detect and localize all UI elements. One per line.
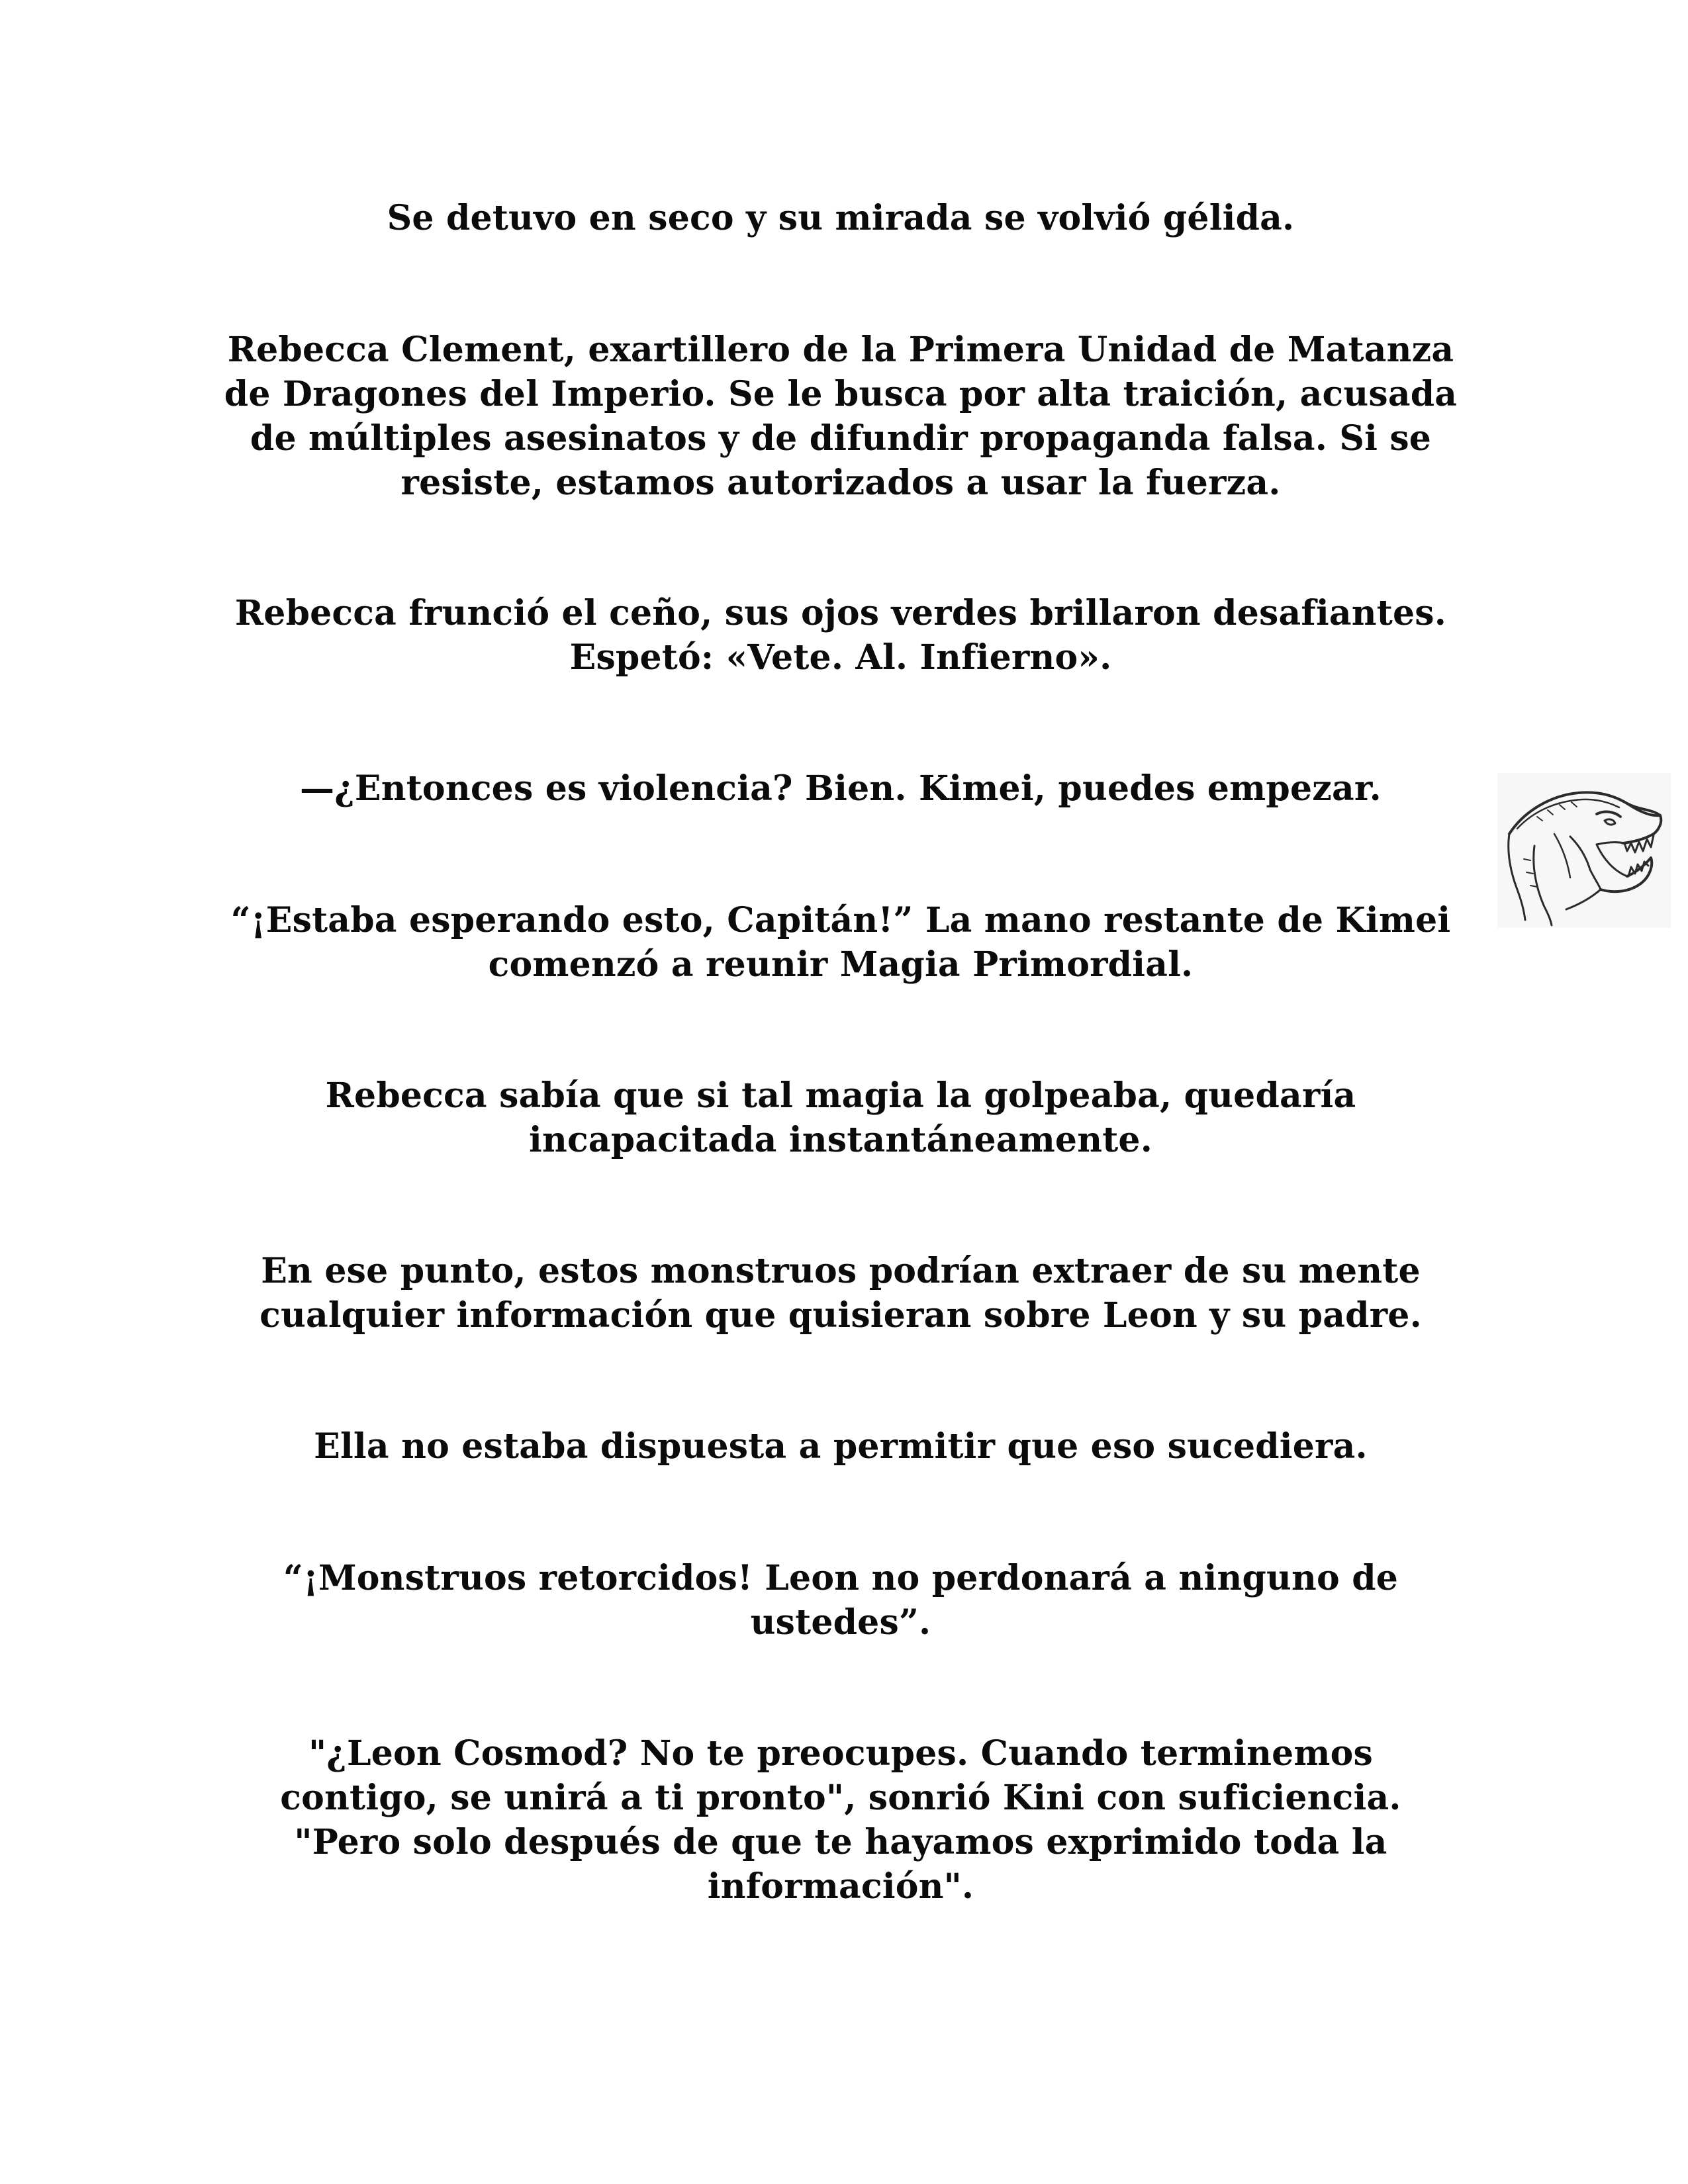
paragraph-6: Rebecca sabía que si tal magia la golpeaba, quedaría incapacitada instantáneamente. xyxy=(325,1075,1356,1160)
paragraph-9: “¡Monstruos retorcidos! Leon no perdonará a ninguno de ustedes”. xyxy=(283,1558,1399,1643)
paragraph-1: Se detuvo en seco y su mirada se volvió gélida. xyxy=(387,198,1295,238)
paragraph-3: Rebecca frunció el ceño, sus ojos verdes brillaron desafiantes. Espetó: «Vete. Al. Infierno». xyxy=(234,593,1447,678)
paragraph-10: "¿Leon Cosmod? No te preocupes. Cuando terminemos contigo, se unirá a ti pronto", sonrió Kini con suficiencia. "Pero solo después de que te hayamos exprimido toda la información". xyxy=(280,1733,1401,1907)
paragraph-7: En ese punto, estos monstruos podrían extraer de su mente cualquier información que quisieran sobre Leon y su padre. xyxy=(259,1251,1422,1336)
paragraph-2: Rebecca Clement, exartillero de la Primera Unidad de Matanza de Dragones del Imperio. Se le busca por alta traición, acusada de múltiples asesinatos y de difundir propaganda falsa. Si se resiste, estamos autorizados a usar la fuerza. xyxy=(224,330,1458,503)
paragraph-5: “¡Estaba esperando esto, Capitán!” La mano restante de Kimei comenzó a reunir Magia Primordial. xyxy=(230,900,1451,985)
paragraph-8: Ella no estaba dispuesta a permitir que eso sucediera. xyxy=(314,1426,1368,1467)
dinosaur-head-sketch-icon xyxy=(1497,773,1671,928)
paragraph-4: —¿Entonces es violencia? Bien. Kimei, puedes empezar. xyxy=(300,768,1382,809)
